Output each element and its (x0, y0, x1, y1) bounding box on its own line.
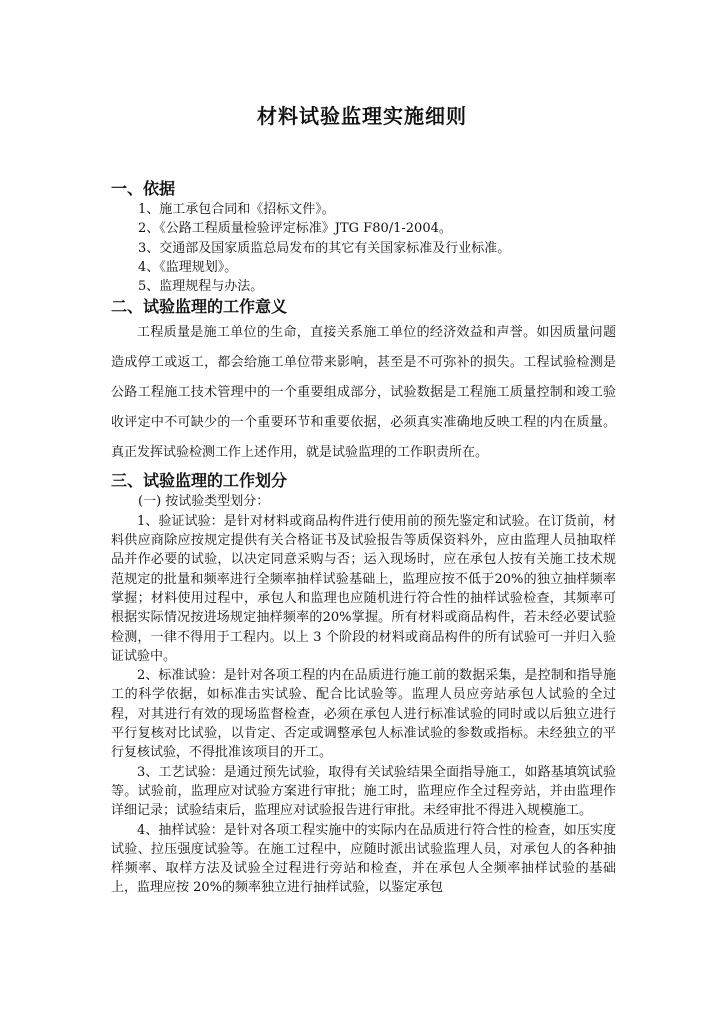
basis-item-1: 1、施工承包合同和《招标文件》。 (138, 202, 335, 217)
basis-item-5: 5、监理规程与办法。 (138, 279, 264, 295)
document-body (111, 178, 616, 898)
section-heading-division: 三、试验监理的工作划分 (111, 471, 288, 491)
standard-test-paragraph: 2、标准试验：是针对各项工程的内在品质进行施工前的数据采集，是控制和指导施工的科学依据，如标准击实试验、配合比试验等。监理人员应旁站承包人试验的全过程，对其进行有效的现场监督检查，必须在承包人进行标准试验的同时或以后独立进行平行复核对比试验，以肯定、否定或调整承包人标准试验的参数或指标。未经独立的平行复核试验，不得批准该项目的开工。 (111, 668, 616, 761)
sampling-test-paragraph: 4、抽样试验：是针对各项工程实施中的实际内在品质进行符合性的检查，如压实度试验、拉压强度试验等。在施工过程中，应随时派出试验监理人员，对承包人的各种抽样频率、取样方法及试验全过程进行旁站和检查，并在承包人全频率抽样试验的基础上，监理应按 20%的频率独立进行抽样试验，以鉴定承包 (111, 822, 616, 896)
basis-item-3: 3、交通部及国家质监总局发布的其它有关国家标准及行业标准。 (138, 240, 511, 256)
section-heading-significance: 二、试验监理的工作意义 (111, 297, 288, 317)
significance-paragraph: 工程质量是施工单位的生命，直接关系施工单位的经济效益和声誉。如因质量问题造成停工或返工，都会给施工单位带来影响，甚至是不可弥补的损失。工程试验检测是公路工程施工技术管理中的一个重要组成部分，试验数据是工程施工质量控制和竣工验收评定中不可缺少的一个重要环节和重要依据，必须真实准确地反映工程的内在质量。真正发挥试验检测工作上述作用，就是试验监理的工作职责所在。 (111, 325, 616, 461)
section-heading-basis: 一、依据 (111, 179, 176, 198)
document-title: 材料试验监理实施细则 (257, 104, 467, 128)
process-test-paragraph: 3、工艺试验：是通过预先试验，取得有关试验结果全面指导施工，如路基填筑试验等。试验前，监理应对试验方案进行审批；施工时，监理应作全过程旁站，并由监理作详细记录；试验结束后，监理应对试验报告进行审批。未经审批不得进入规模施工。 (111, 764, 616, 819)
basis-item-4: 4、《监理规划》。 (138, 259, 238, 275)
basis-item-2: 2、《公路工程质量检验评定标准》JTG F80/1-2004。 (138, 221, 452, 237)
verification-test-paragraph: 1、验证试验：是针对材料或商品构件进行使用前的预先鉴定和试验。在订货前，材料供应商除应按规定提供有关合格证书及试验报告等质保资料外，应由监理人员抽取样品并作必要的试验，以决定同意采购与否；运入现场时，应在承包人按有关施工技术规范规定的批量和频率进行全频率抽样试验基础上，监理应按不低于20%的独立抽样频率掌握；材料使用过程中，承包人和监理也应随机进行符合性的抽样试验检查，其频率可根据实际情况按进场规定抽样频率的20%掌握。所有材料或商品构件，若未经必要试验检测，一律不得用于工程内。以上 3 个阶段的材料或商品构件的所有试验可一并归入验证试验中。 (111, 513, 616, 664)
division-subheading: (一) 按试验类型划分： (138, 494, 270, 510)
